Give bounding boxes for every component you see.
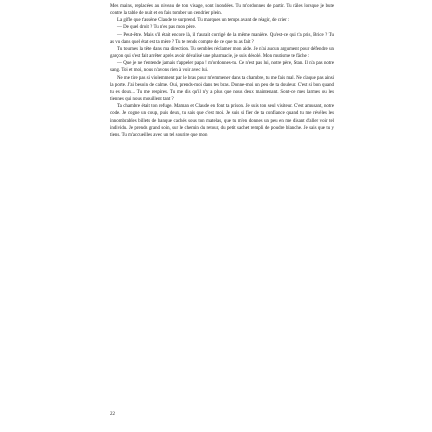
paragraph: Tu tournes la tête dans ma direction. Tu sembles réclamer mon aide. Je n'ai aucun argument pour défendre un garçon qui s'est fait arrêter après avoir dévalisé une pharmacie, je suis désolé. Mon mutisme te fâche : [110, 46, 334, 60]
paragraph: Ne me tire pas si violemment par le bras pour m'emmener dans ta chambre, tu me fais mal. Ne claque pas ainsi la porte. J'ai besoin de calme. Oui, prends-moi dans tes bras. Donne-moi un peu de ta douleur. C'est si bon quand tu es doux... Tu me respires. Tu me dis qu'il n'y a plus que nous deux maintenant. Sont-ce mes larmes ou les tiennes qui nous mouillent tant ? [110, 75, 334, 103]
dialogue-line: — Que je ne t'entende jamais t'appeler papa ! m'ordonnes-tu. Ce n'est pas lui, notre père, Stan. Il n'a pas notre sang. Toi et moi, nous n'avons rien à voir avec lui. [110, 61, 334, 74]
dialogue-line: — De quel droit ? Tu n'es pas mon père. [117, 25, 196, 31]
paragraph: Ta chambre était ton refuge. Maman et Claude en font ta prison. Je suis ton seul visiteur. C'est amusant, notre code. Je cogne un coup, puis deux, tu sais que c'est moi. Je suis si fier de ta confiance quand tu me révèles les innombrables billets de banque cachés sous ton matelas, que tu m'en donnes un peu en me disant d'aller voir tel individu. Je prends grand soin, sur le chemin du retour, du petit sachet rempli de poudre blanche. Je sais que tu y tiens. Tu m'accueilles avec un tel sourire que mon [110, 104, 334, 138]
body-text [110, 3, 334, 139]
dialogue-line: — Peut-être. Mais s'il était encore là, il t'aurait corrigé de la même manière. Qu'est-ce qui t'a pris, Brice ? Tu as vu dans quel état est ta mère ? Tu te rends compte de ce que tu as fait ? [110, 32, 334, 45]
paragraph: Mes mains, replacées au niveau de ton visage, sont inondées. Tu m'ordonnes de partir. Tu râles lorsque je bute contre la table de nuit et en fais tomber un cendrier plein. [110, 4, 334, 17]
paragraph: La gifle que t'assène Claude te surprend. Tu marques un temps avant de réagir, de crier : [117, 18, 290, 24]
page-number: 22 [110, 412, 115, 417]
